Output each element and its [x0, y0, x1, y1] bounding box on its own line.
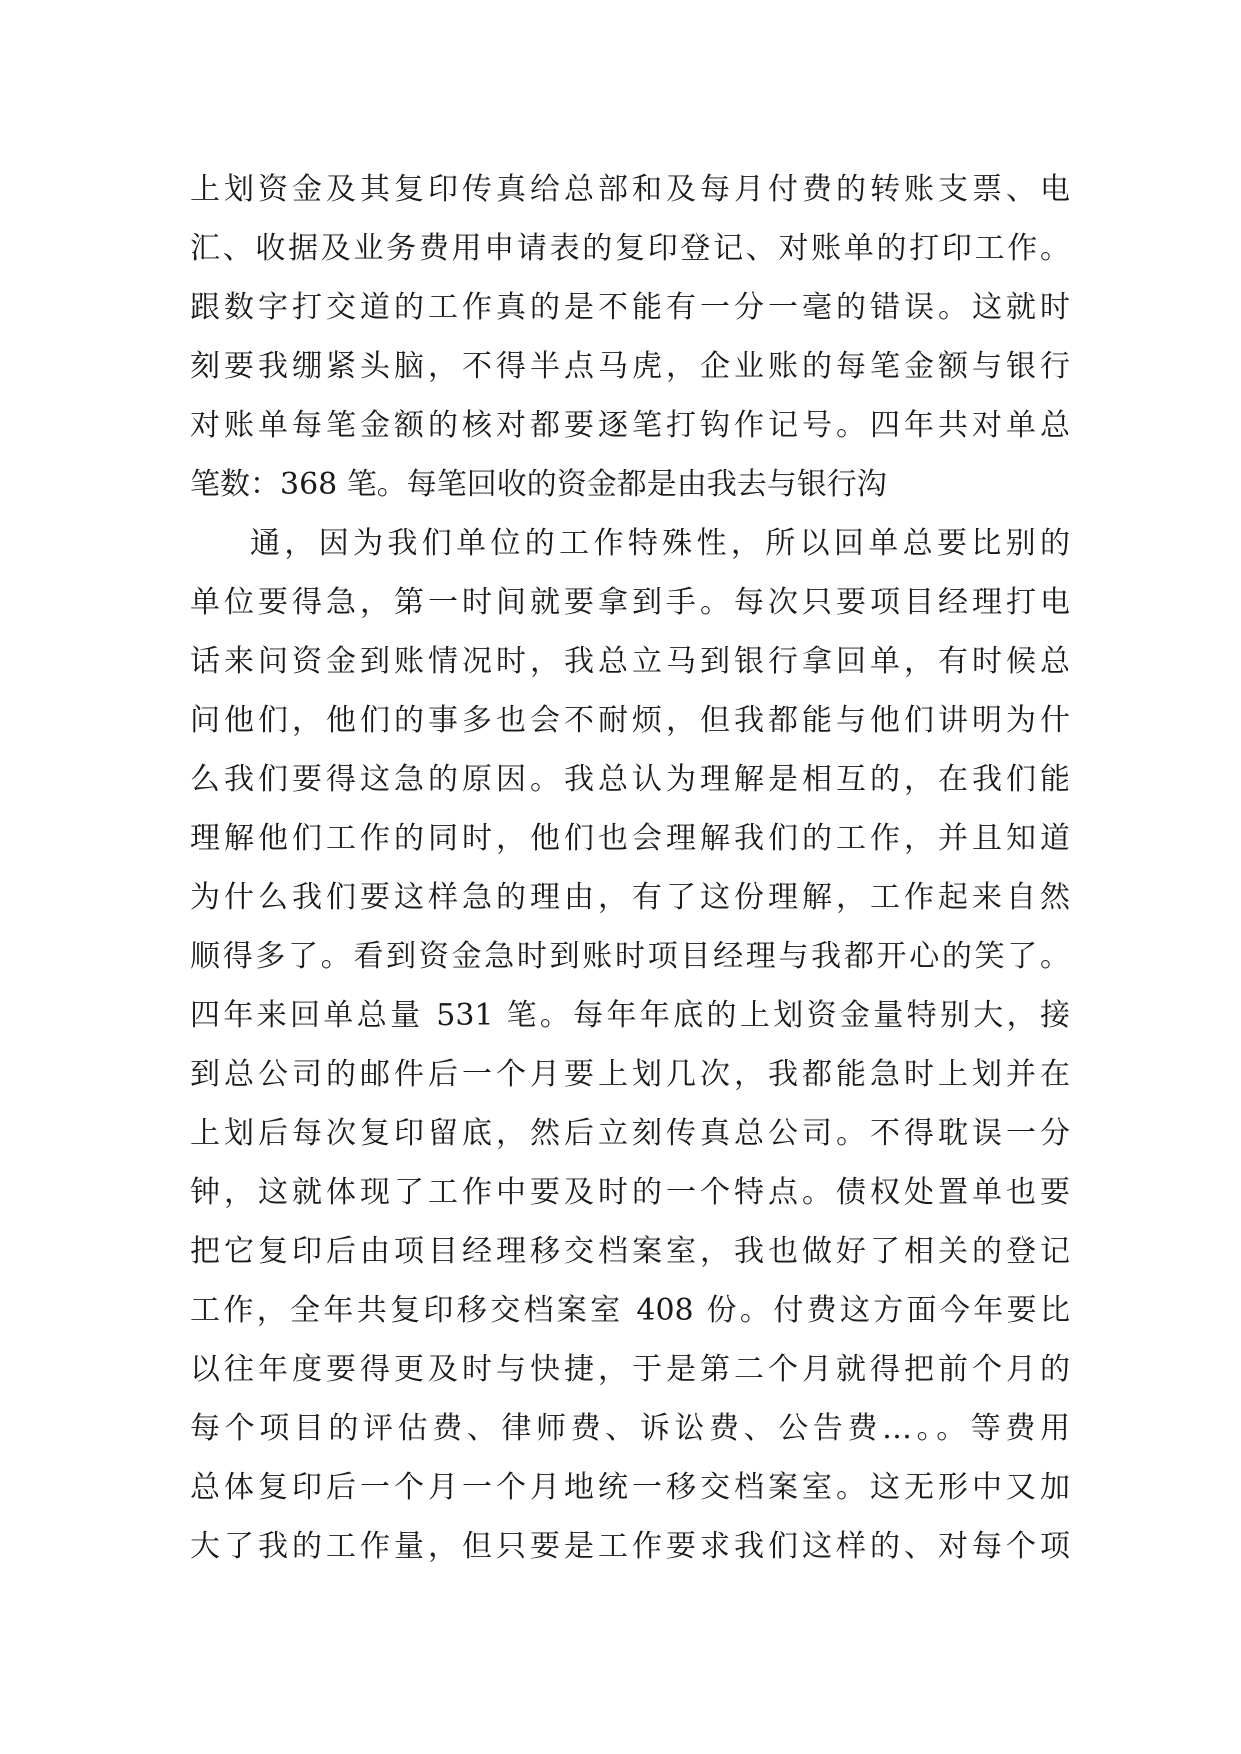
paragraph-1: [190, 160, 1070, 514]
text-line: 跟数字打交道的工作真的是不能有一分一毫的错误。这就时: [190, 290, 1070, 325]
text-line: 大了我的工作量，但只要是工作要求我们这样的、对每个项: [190, 1529, 1070, 1564]
text-line: 工作，全年共复印移交档案室 408 份。付费这方面今年要比: [190, 1293, 1070, 1328]
text-line: 刻要我绷紧头脑，不得半点马虎，企业账的每笔金额与银行: [190, 349, 1070, 384]
text-line: 话来问资金到账情况时，我总立马到银行拿回单，有时候总: [190, 644, 1070, 679]
text-line: 么我们要得这急的原因。我总认为理解是相互的，在我们能: [190, 762, 1070, 797]
text-line: 顺得多了。看到资金急时到账时项目经理与我都开心的笑了。: [190, 939, 1070, 974]
text-line: 对账单每笔金额的核对都要逐笔打钩作记号。四年共对单总: [190, 408, 1070, 443]
text-line: 为什么我们要这样急的理由，有了这份理解，工作起来自然: [190, 880, 1070, 915]
text-line: 笔数：368 笔。每笔回收的资金都是由我去与银行沟: [190, 467, 887, 502]
text-line: 每个项目的评估费、律师费、诉讼费、公告费…。。等费用: [190, 1411, 1070, 1446]
text-line: 通，因为我们单位的工作特殊性，所以回单总要比别的: [250, 526, 1070, 561]
text-line: 以往年度要得更及时与快捷，于是第二个月就得把前个月的: [190, 1352, 1070, 1387]
text-line: 总体复印后一个月一个月地统一移交档案室。这无形中又加: [190, 1470, 1070, 1505]
text-line: 汇、收据及业务费用申请表的复印登记、对账单的打印工作。: [190, 231, 1070, 266]
paragraph-2: [190, 514, 1070, 1576]
text-line: 理解他们工作的同时，他们也会理解我们的工作，并且知道: [190, 821, 1070, 856]
document-body: [190, 160, 1070, 1576]
text-line: 钟，这就体现了工作中要及时的一个特点。债权处置单也要: [190, 1175, 1070, 1210]
text-line: 到总公司的邮件后一个月要上划几次，我都能急时上划并在: [190, 1057, 1070, 1092]
text-line: 上划资金及其复印传真给总部和及每月付费的转账支票、电: [190, 172, 1070, 207]
text-line: 问他们，他们的事多也会不耐烦，但我都能与他们讲明为什: [190, 703, 1070, 738]
text-line: 单位要得急，第一时间就要拿到手。每次只要项目经理打电: [190, 585, 1070, 620]
text-line: 四年来回单总量 531 笔。每年年底的上划资金量特别大，接: [190, 998, 1070, 1033]
text-line: 把它复印后由项目经理移交档案室，我也做好了相关的登记: [190, 1234, 1070, 1269]
text-line: 上划后每次复印留底，然后立刻传真总公司。不得耽误一分: [190, 1116, 1070, 1151]
